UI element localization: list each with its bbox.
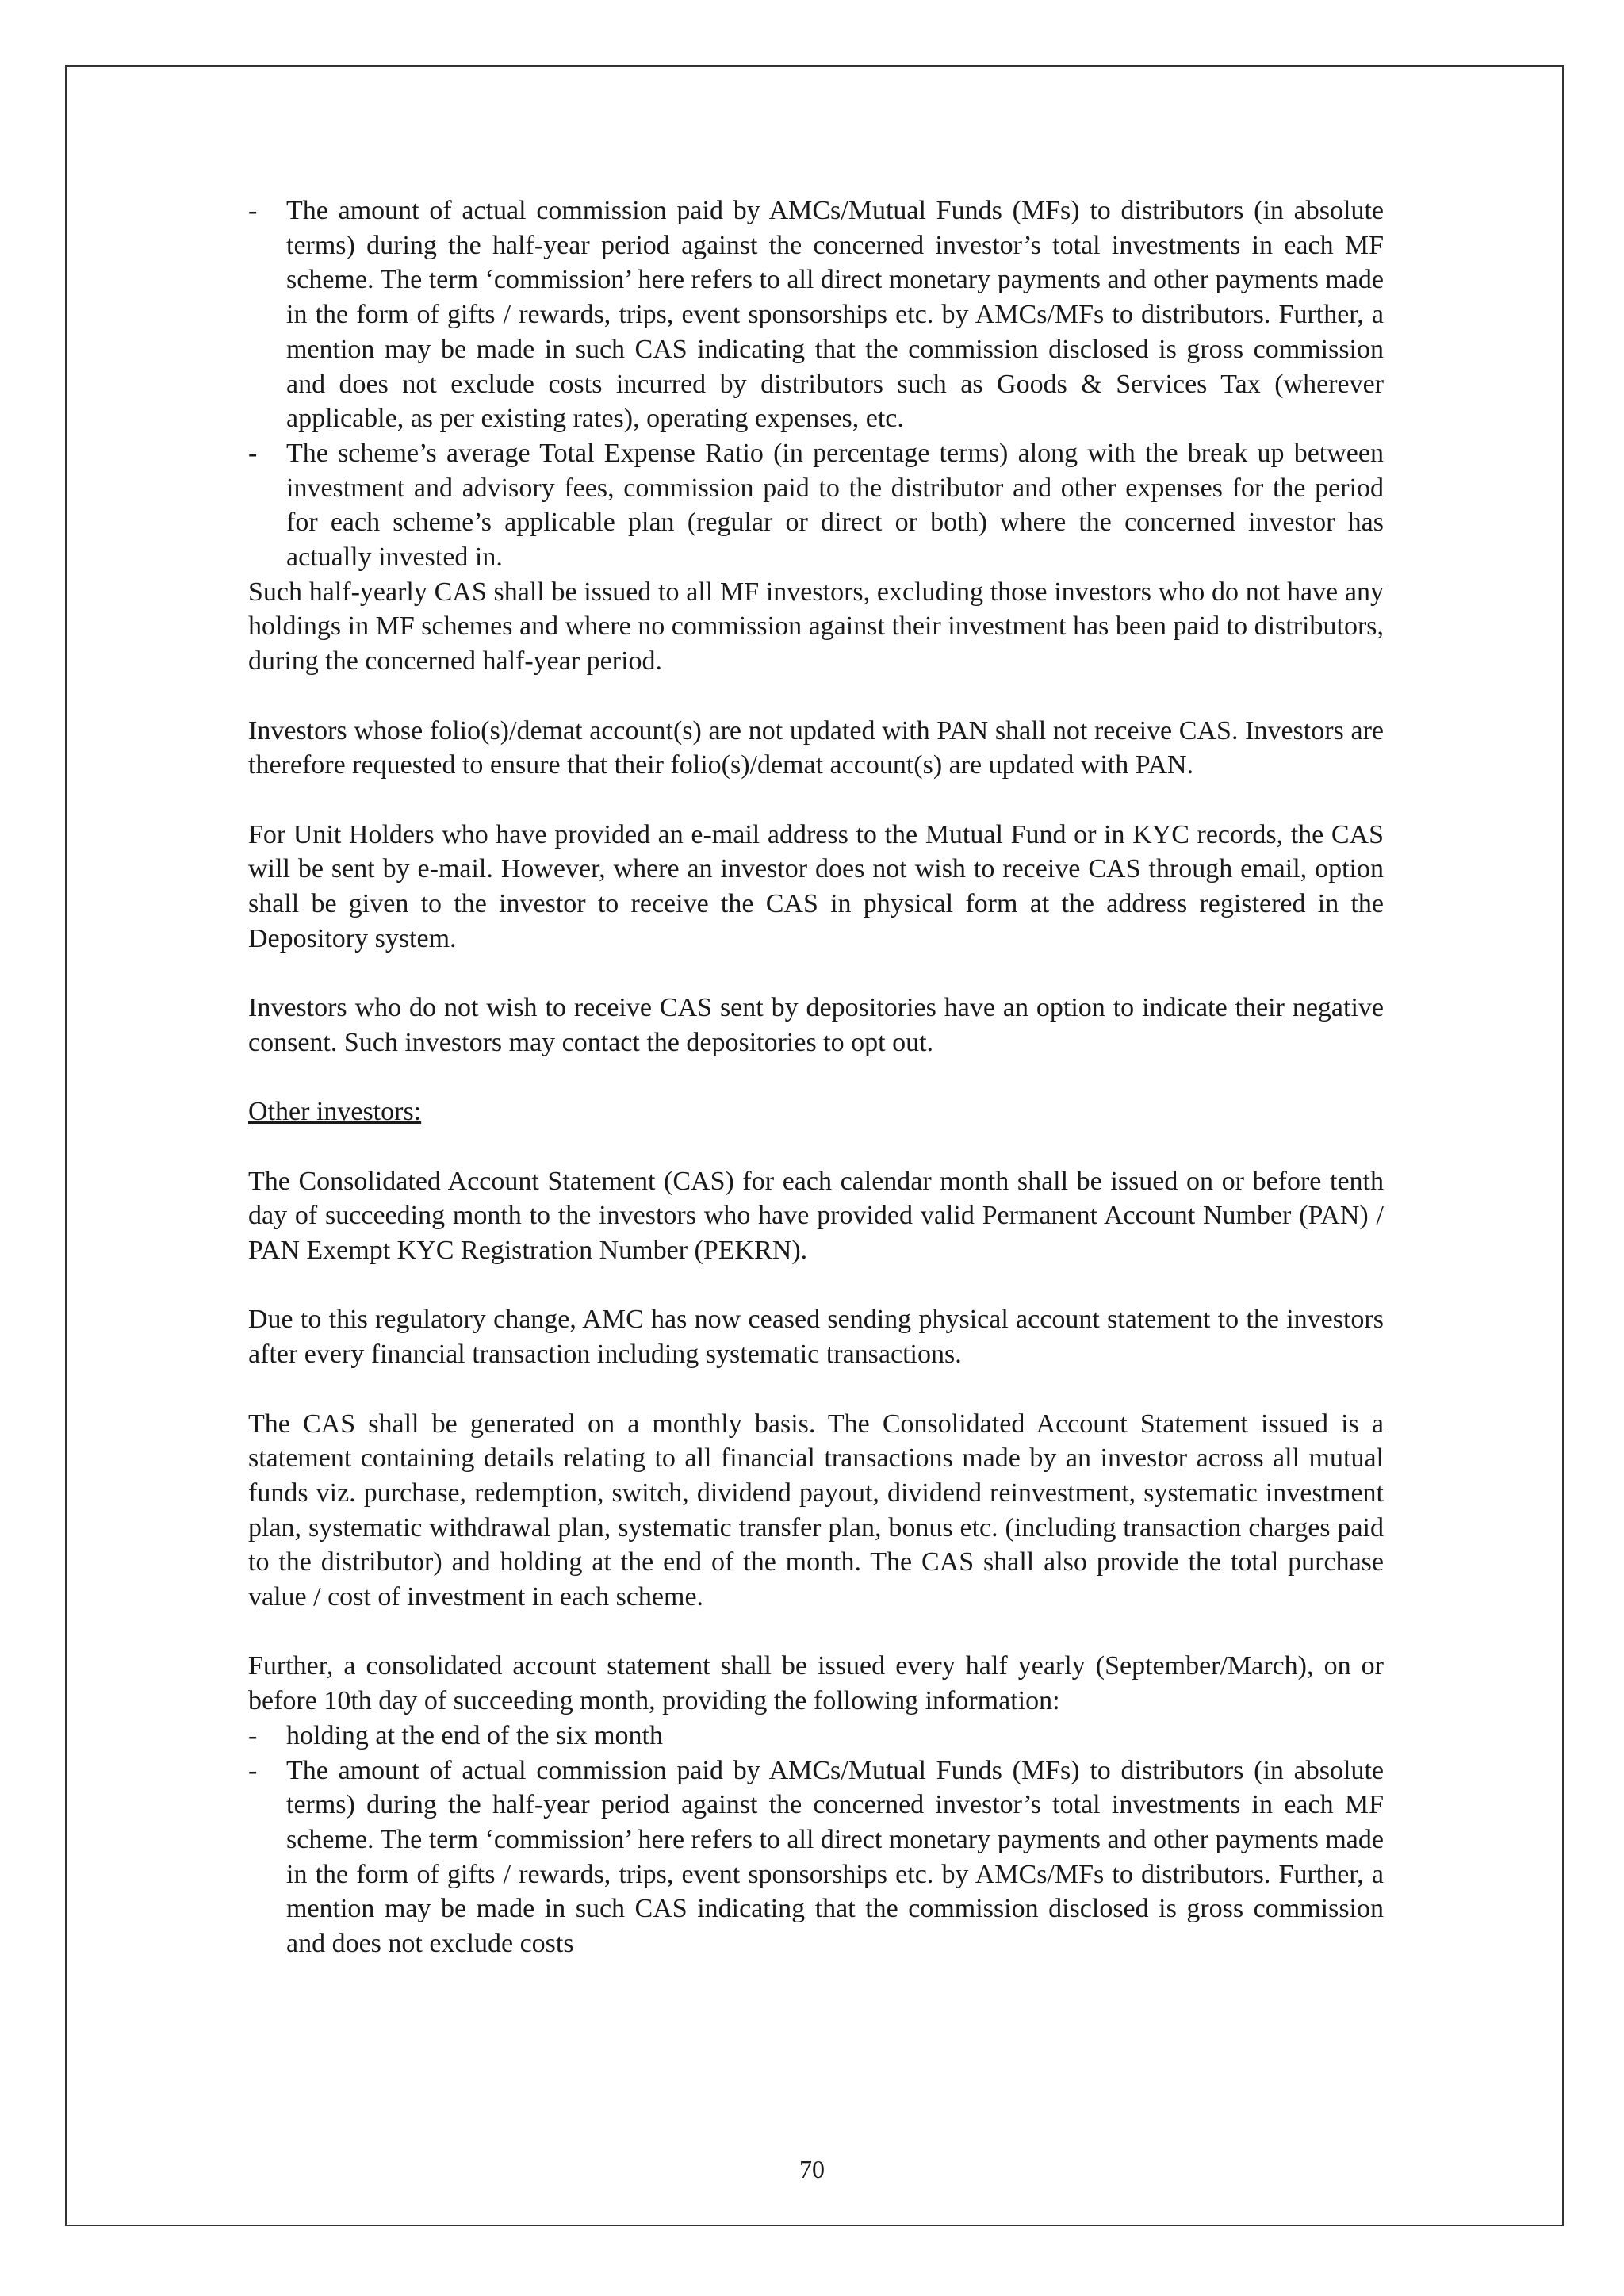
- paragraph-email-delivery: For Unit Holders who have provided an e-mail address to the Mutual Fund or in KYC records, the CAS will be sent by e-mail. However, where an investor does not wish to receive CAS through email, option shall be given to the investor to receive the CAS in physical form at the address registered in the Depository system.: [248, 819, 1384, 953]
- list-item-text: holding at the end of the six month: [286, 1720, 663, 1750]
- paragraph-half-yearly-statement: Further, a consolidated account statement shall be issued every half yearly (September/March), on or before 10th day of succeeding month, providing the following information:: [248, 1651, 1384, 1716]
- list-item: [248, 1754, 1384, 1961]
- page-number: 70: [799, 2155, 825, 2183]
- paragraph-half-yearly-issue: Such half-yearly CAS shall be issued to all MF investors, excluding those investors who do not have any holdings in MF schemes and where no commission against their investment has been paid to distributors, during the concerned half-year period.: [248, 577, 1384, 677]
- list-item-text: The scheme’s average Total Expense Ratio (in percentage terms) along with the break up between investment and advisory fees, commission paid to the distributor and other expenses for the period for each scheme’s applicable plan (regular or direct or both) where the concerned investor has actually invested in.: [286, 438, 1384, 573]
- list-dash: -: [248, 438, 258, 468]
- list-item: [248, 194, 1384, 436]
- list-item-text: The amount of actual commission paid by AMCs/Mutual Funds (MFs) to distributors (in absolute terms) during the half-year period against the concerned investor’s total investments in each MF scheme. The term ‘commission’ here refers to all direct monetary payments and other payments made in the form of gifts / rewards, trips, event sponsorships etc. by AMCs/MFs to distributors. Further, a mention may be made in such CAS indicating that the commission disclosed is gross commission and does not exclude costs: [286, 1755, 1384, 1959]
- paragraph-opt-out: Investors who do not wish to receive CAS sent by depositories have an option to indicate their negative consent. Such investors may contact the depositories to opt out.: [248, 993, 1384, 1057]
- paragraph-regulatory-change: Due to this regulatory change, AMC has now ceased sending physical account statement to the investors after every financial transaction including systematic transactions.: [248, 1305, 1384, 1370]
- section-heading-other-investors: [248, 1094, 1384, 1129]
- heading-text: Other investors:: [248, 1097, 422, 1127]
- paragraph-monthly-basis: The CAS shall be generated on a monthly basis. The Consolidated Account Statement issued is a statement containing details relating to all financial transactions made by an investor across all mutual funds viz. purchase, redemption, switch, dividend payout, dividend reinvestment, systematic investment plan, systematic withdrawal plan, systematic transfer plan, bonus etc. (including transaction charges paid to the distributor) and holding at the end of the month. The CAS shall also provide the total purchase value / cost of investment in each scheme.: [248, 1409, 1384, 1612]
- paragraph-monthly-cas: The Consolidated Account Statement (CAS) for each calendar month shall be issued on or before tenth day of succeeding month to the investors who have provided valid Permanent Account Number (PAN) / PAN Exempt KYC Registration Number (PEKRN).: [248, 1166, 1384, 1266]
- list-item: [248, 436, 1384, 575]
- list-dash: -: [248, 1720, 258, 1750]
- document-body: [248, 194, 1384, 1961]
- paragraph-pan-requirement: Investors whose folio(s)/demat account(s) are not updated with PAN shall not receive CAS. Investors are therefore requested to ensure that their folio(s)/demat account(s) are updated with PAN.: [248, 715, 1384, 780]
- list-item-text: The amount of actual commission paid by AMCs/Mutual Funds (MFs) to distributors (in absolute terms) during the half-year period against the concerned investor’s total investments in each MF scheme. The term ‘commission’ here refers to all direct monetary payments and other payments made in the form of gifts / rewards, trips, event sponsorships etc. by AMCs/MFs to distributors. Further, a mention may be made in such CAS indicating that the commission disclosed is gross commission and does not exclude costs incurred by distributors such as Goods & Services Tax (wherever applicable, as per existing rates), operating expenses, etc.: [286, 196, 1384, 434]
- list-dash: -: [248, 196, 258, 225]
- list-dash: -: [248, 1755, 258, 1785]
- list-item: [248, 1719, 1384, 1754]
